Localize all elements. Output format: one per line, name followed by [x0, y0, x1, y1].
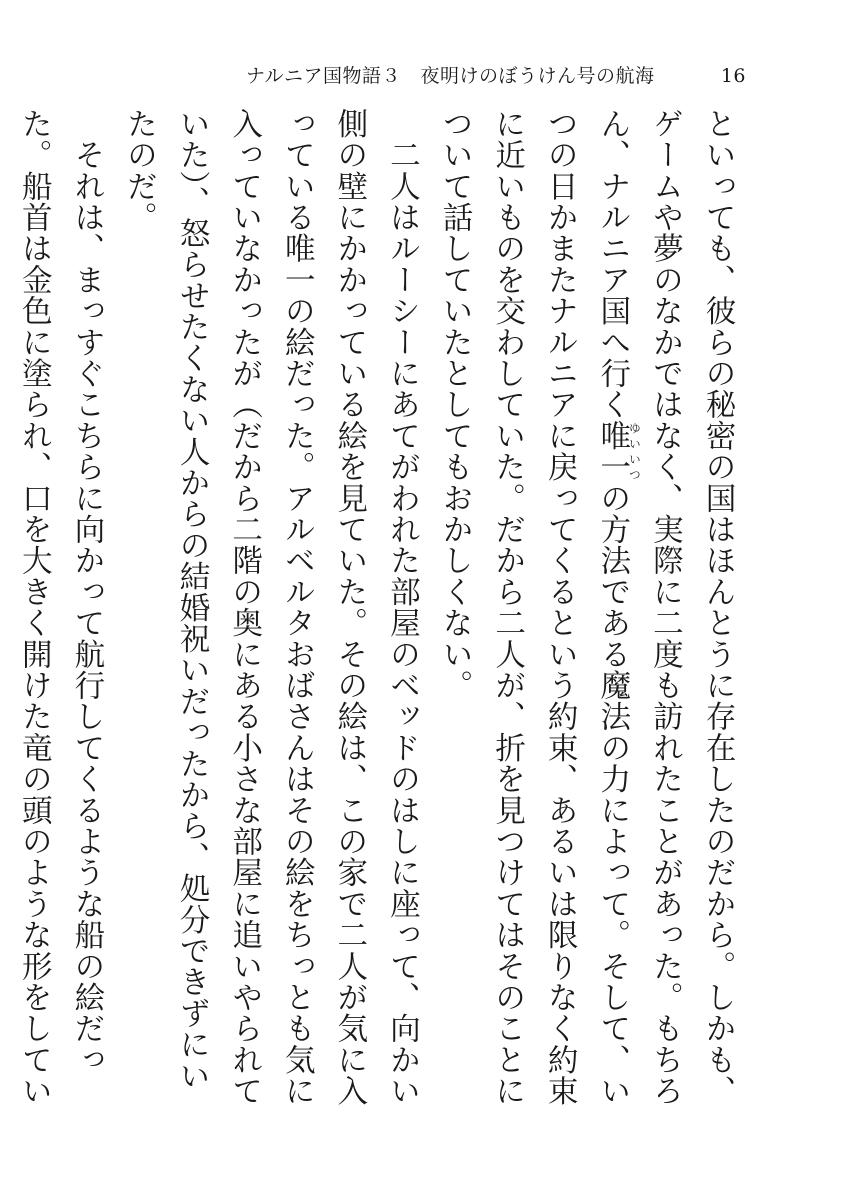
paragraph-1 [427, 108, 743, 1108]
ruby-base: 唯一 [594, 420, 630, 483]
paragraph-3 [0, 108, 112, 1108]
paragraph-3-text: それは、まっすぐこちらに向かって航行してくるような船の絵だった。船首は金色に塗られ、口を大きく開けた竜の頭のような形をしてい [16, 108, 104, 1107]
ruby-reading: ゆいいつ [627, 420, 642, 483]
paragraph-1-text-b: の方法である魔法の力によって。そして、いつの日かまたナルニアに戻ってくるという約束、あるいは限りなく約束に近いものを交わしていた。だから二人が、折を見つけてはそのことについて話していたとしてもおかしくない。 [437, 108, 630, 1107]
page-header [246, 58, 746, 94]
ruby-yuiitsu [594, 420, 642, 483]
paragraph-2-text: 二人はルーシーにあてがわれた部屋のベッドのはしに座って、向かい側の壁にかかっている絵を見ていた。その絵は、この家で二人が気に入っている唯一の絵だった。アルベルタおばさんはその絵をちっとも気に入っていなかったが（だから二階の奥にある小さな部屋に追いやられていた）、怒らせたくない人からの結婚祝いだったから、処分できずにいたのだ。 [121, 108, 420, 1107]
paragraph-1-text-a: といっても、彼らの秘密の国はほんとうに存在したのだから。しかも、ゲームや夢のなかではなく、実際に二度も訪れたことがあった。もちろん、ナルニア国へ行く [594, 108, 735, 1107]
body-text [0, 108, 743, 1108]
book-title: ナルニア国物語３ 夜明けのぼうけん号の航海 [246, 65, 655, 87]
paragraph-2 [112, 108, 428, 1108]
page-number: 16 [720, 65, 746, 87]
